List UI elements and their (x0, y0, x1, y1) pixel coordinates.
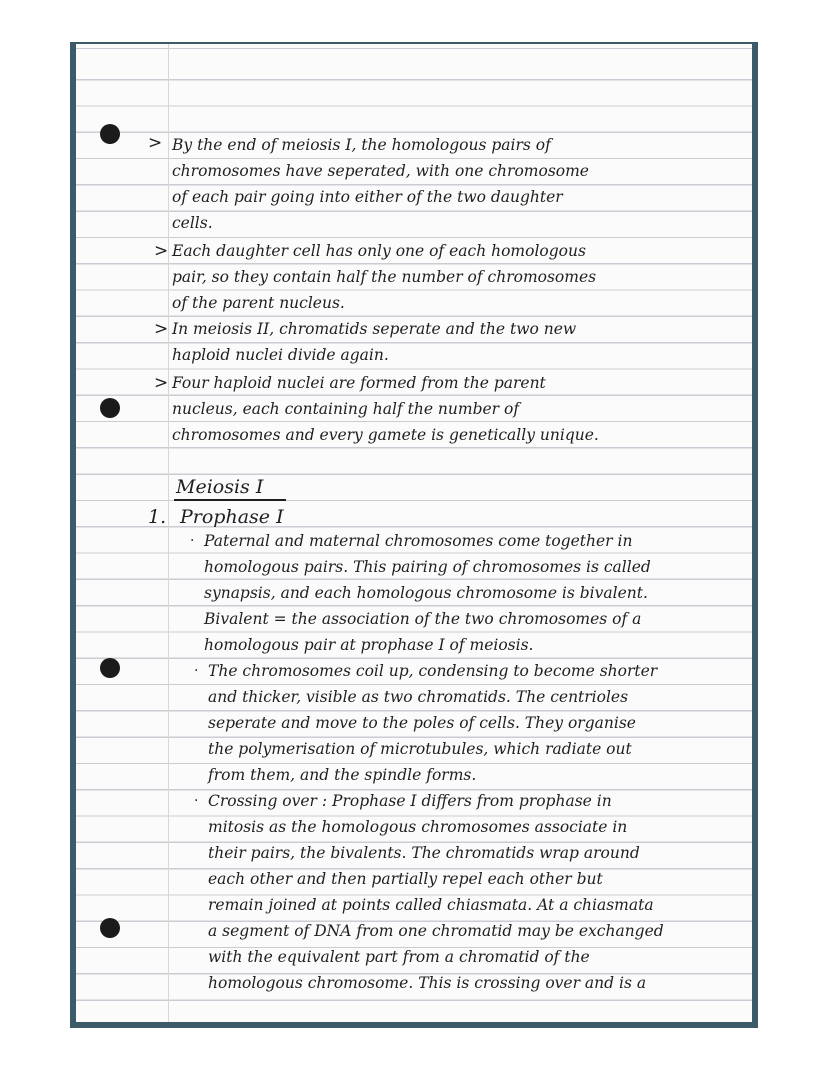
note-line: of the parent nucleus. (172, 294, 345, 312)
note-line: chromosomes have seperated, with one chromosome (172, 162, 589, 180)
note-line: cells. (172, 214, 213, 232)
note-line: each other and then partially repel each other but (208, 870, 603, 888)
note-line: with the equivalent part from a chromatid of the (208, 948, 590, 966)
note-line: Each daughter cell has only one of each homologous (172, 242, 586, 260)
note-line: the polymerisation of microtubules, which radiate out (208, 740, 632, 758)
note-line: homologous pairs. This pairing of chromosomes is called (204, 558, 651, 576)
note-line: In meiosis II, chromatids seperate and the two new (172, 320, 577, 338)
note-line: synapsis, and each homologous chromosome is bivalent. (204, 584, 648, 602)
punch-hole (100, 918, 120, 938)
stage-number: 1. (148, 506, 167, 528)
punch-hole (100, 124, 120, 144)
note-line: The chromosomes coil up, condensing to become shorter (208, 662, 658, 680)
arrow-bullet-marker: > (154, 319, 169, 339)
note-line: nucleus, each containing half the number of (172, 400, 520, 418)
note-line: Crossing over : Prophase I differs from prophase in (208, 792, 612, 810)
dot-bullet-marker: · (194, 663, 199, 679)
stage-title: Prophase I (180, 506, 284, 528)
note-line: homologous chromosome. This is crossing over and is a (208, 974, 647, 992)
arrow-bullet-marker: > (154, 241, 169, 261)
note-line: homologous pair at prophase I of meiosis. (204, 636, 534, 654)
note-line: Paternal and maternal chromosomes come together in (204, 532, 633, 550)
note-line: their pairs, the bivalents. The chromatids wrap around (208, 844, 640, 862)
lined-paper-page (76, 44, 752, 1022)
punch-hole (100, 398, 120, 418)
note-line: seperate and move to the poles of cells. They organise (208, 714, 636, 732)
arrow-bullet-marker: > (154, 373, 169, 393)
punch-hole (100, 658, 120, 678)
note-line: By the end of meiosis I, the homologous pairs of (172, 136, 551, 154)
note-line: from them, and the spindle forms. (208, 766, 477, 784)
dot-bullet-marker: · (190, 533, 195, 549)
note-line: Bivalent = the association of the two chromosomes of a (204, 610, 642, 628)
heading-underline (174, 499, 286, 501)
note-line: mitosis as the homologous chromosomes associate in (208, 818, 628, 836)
note-line: Four haploid nuclei are formed from the parent (172, 374, 546, 392)
note-line: of each pair going into either of the two daughter (172, 188, 563, 206)
note-line: and thicker, visible as two chromatids. The centrioles (208, 688, 629, 706)
note-line: a segment of DNA from one chromatid may be exchanged (208, 922, 664, 940)
dot-bullet-marker: · (194, 793, 199, 809)
margin-line (168, 44, 169, 1022)
note-line: pair, so they contain half the number of chromosomes (172, 268, 597, 286)
note-line: remain joined at points called chiasmata. At a chiasmata (208, 896, 654, 914)
note-line: haploid nuclei divide again. (172, 346, 389, 364)
note-line: chromosomes and every gamete is genetically unique. (172, 426, 599, 444)
section-heading: Meiosis I (176, 476, 264, 498)
arrow-bullet-marker: > (148, 133, 163, 153)
